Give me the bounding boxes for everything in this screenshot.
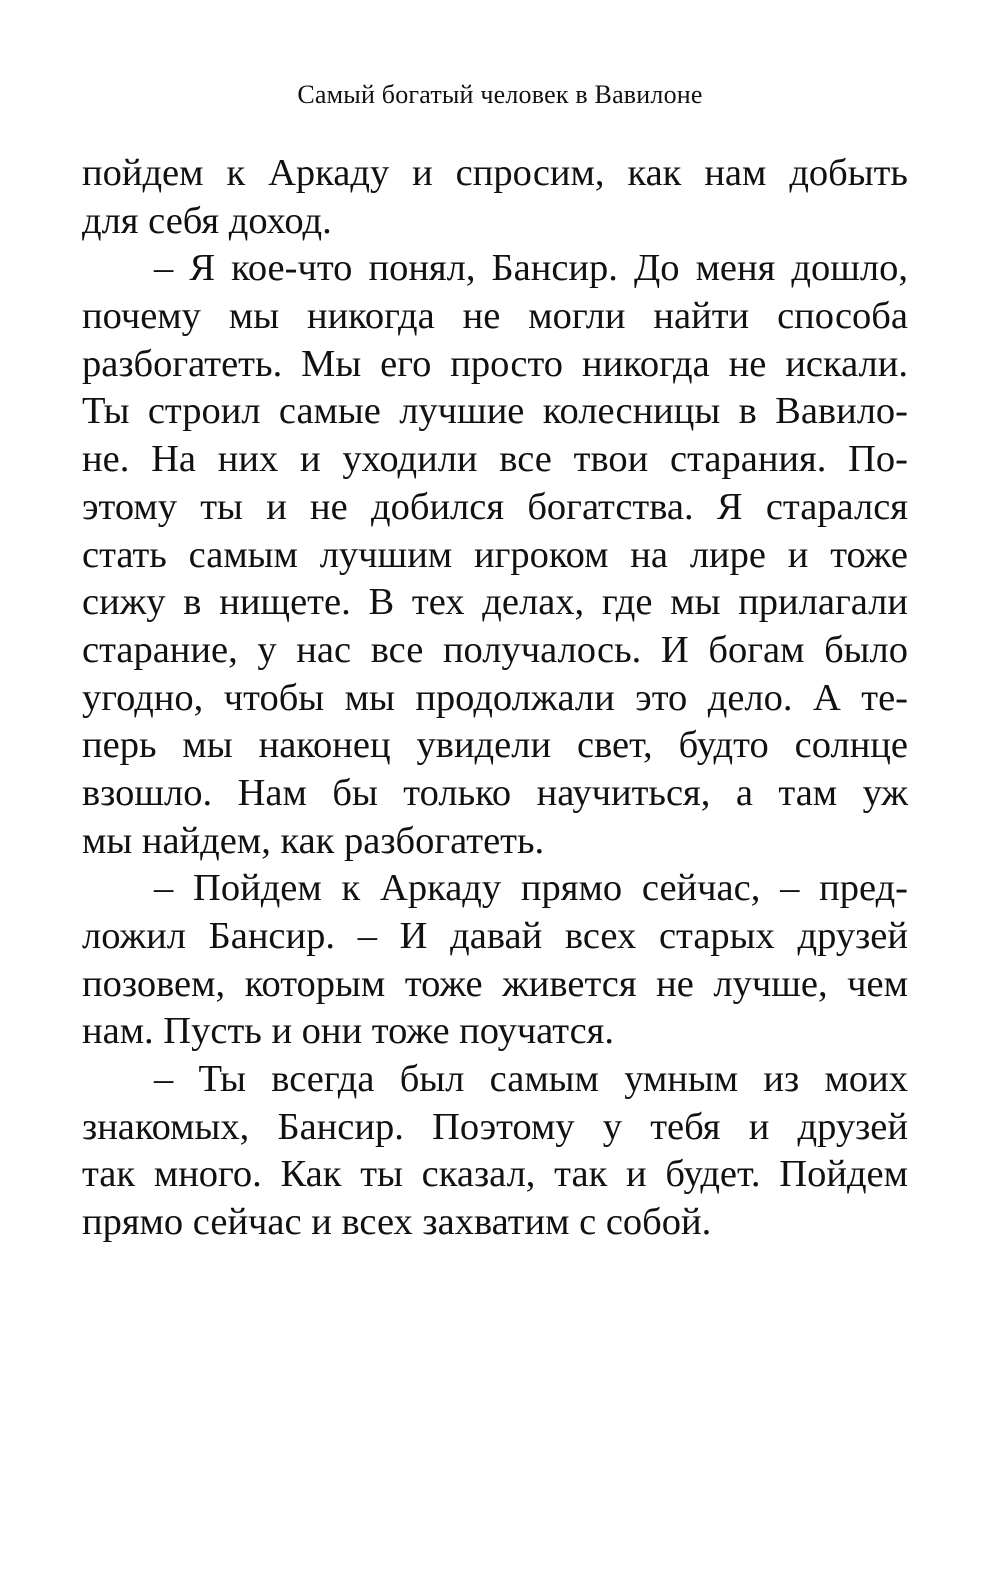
text-line: ложил Бансир. – И давай всех старых друзей <box>82 915 908 957</box>
text-line: позовем, которым тоже живется не лучше, чем <box>82 962 908 1005</box>
text-line: мы найдем, как разбогатеть. <box>82 819 545 862</box>
text-line: нам. Пусть и они тоже поучатся. <box>82 1010 614 1053</box>
text-line: разбогатеть. Мы его просто никогда не искали. <box>82 342 908 385</box>
text-line: не. На них и уходили все твои старания. По- <box>82 438 908 481</box>
text-line: – Я кое-что понял, Бансир. До меня дошло, <box>154 247 908 290</box>
text-line: почему мы никогда не могли найти способа <box>82 295 908 338</box>
text-line: пойдем к Аркаду и спросим, как нам добыть <box>82 152 908 194</box>
text-line: этому ты и не добился богатства. Я старался <box>82 485 908 528</box>
text-line: Ты строил самые лучшие колесницы в Вавило- <box>82 390 908 433</box>
text-line: прямо сейчас и всех захватим с собой. <box>82 1201 712 1244</box>
text-line: взошло. Нам бы только научиться, а там уж <box>82 771 908 814</box>
text-line: для себя доход. <box>82 199 332 242</box>
running-title: Самый богатый человек в Вавилоне <box>297 80 703 109</box>
text-line: сижу в нищете. В тех делах, где мы прилагали <box>82 581 908 624</box>
text-line: перь мы наконец увидели свет, будто солнце <box>82 724 908 767</box>
text-line: – Пойдем к Аркаду прямо сейчас, – пред- <box>154 867 908 910</box>
body-text <box>82 150 908 1247</box>
text-line: угодно, чтобы мы продолжали это дело. А те- <box>82 676 908 719</box>
text-line: старание, у нас все получалось. И богам было <box>82 628 908 671</box>
text-line: стать самым лучшим игроком на лире и тоже <box>82 533 908 576</box>
text-line: так много. Как ты сказал, так и будет. Пойдем <box>82 1153 908 1196</box>
text-line: знакомых, Бансир. Поэтому у тебя и друзей <box>82 1105 908 1148</box>
text-line: – Ты всегда был самым умным из моих <box>154 1058 908 1101</box>
